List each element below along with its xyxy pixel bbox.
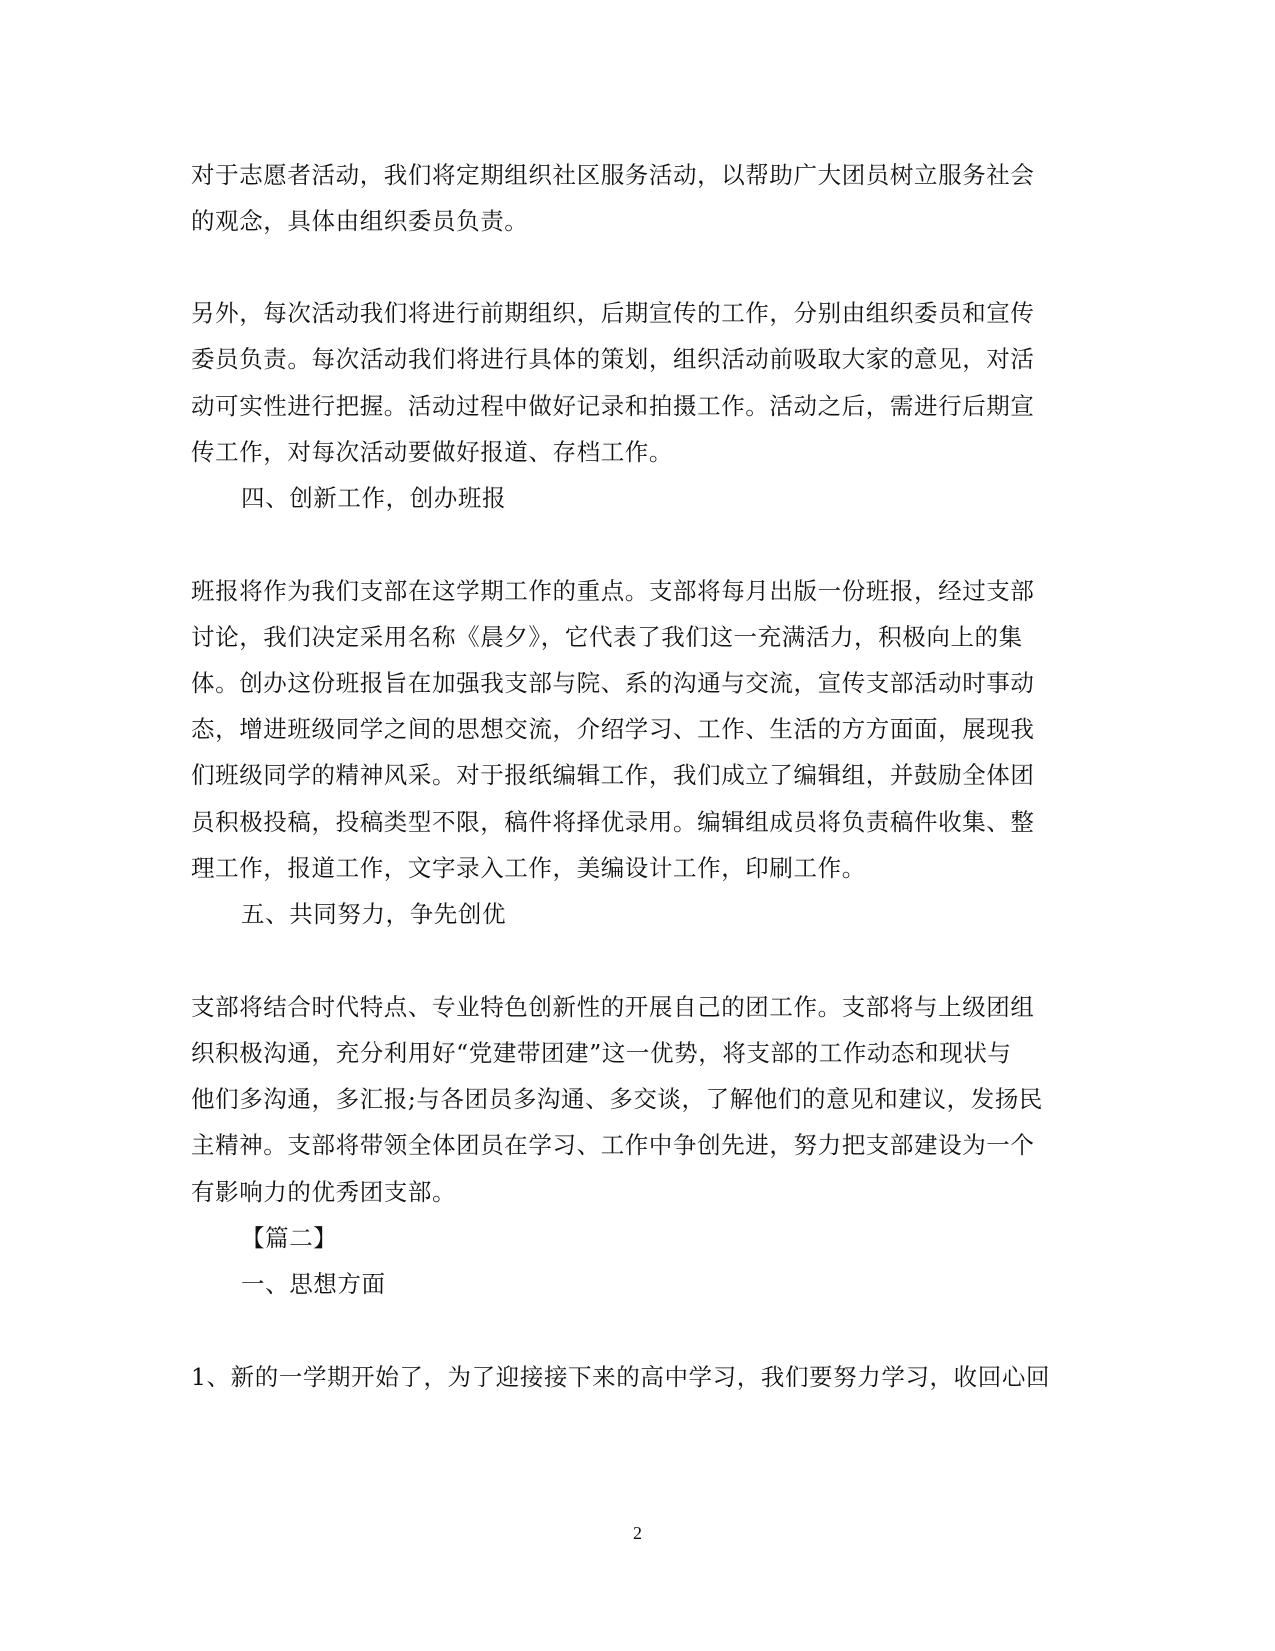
paragraph-line: 态，增进班级同学之间的思想交流，介绍学习、工作、生活的方方面面，展现我 [191,715,1035,743]
paragraph-line: 员积极投稿，投稿类型不限，稿件将择优录用。编辑组成员将负责稿件收集、整 [191,808,1035,836]
paragraph-line: 1、新的一学期开始了，为了迎接接下来的高中学习，我们要努力学习，收回心回 [191,1363,1051,1391]
paragraph-line: 对于志愿者活动，我们将定期组织社区服务活动，以帮助广大团员树立服务社会 [191,161,1035,189]
page-number: 2 [633,1523,642,1543]
paragraph-line: 他们多沟通，多汇报;与各团员多沟通、多交谈，了解他们的意见和建议，发扬民 [191,1085,1044,1113]
section-heading: 四、创新工作，创办班报 [241,484,507,512]
paragraph-line: 委员负责。每次活动我们将进行具体的策划，组织活动前吸取大家的意见，对活 [191,345,1035,373]
paragraph-line: 理工作，报道工作，文字录入工作，美编设计工作，印刷工作。 [191,854,866,882]
paragraph-line: 们班级同学的精神风采。对于报纸编辑工作，我们成立了编辑组，并鼓励全体团 [191,761,1035,789]
paragraph-line: 支部将结合时代特点、专业特色创新性的开展自己的团工作。支部将与上级团组 [191,993,1035,1021]
paragraph-line: 的观念，具体由组织委员负责。 [191,207,529,235]
paragraph-line: 班报将作为我们支部在这学期工作的重点。支部将每月出版一份班报，经过支部 [191,577,1035,605]
paragraph-line: 讨论，我们决定采用名称《晨夕》，它代表了我们这一充满活力，积极向上的集 [191,623,1023,651]
paragraph-line: 体。创办这份班报旨在加强我支部与院、系的沟通与交流，宣传支部活动时事动 [191,669,1035,697]
section-heading: 五、共同努力，争先创优 [241,900,507,928]
section-heading: 【篇二】 [241,1224,338,1252]
paragraph-line: 有影响力的优秀团支部。 [191,1178,457,1206]
section-heading: 一、思想方面 [241,1270,386,1298]
paragraph-line: 动可实性进行把握。活动过程中做好记录和拍摄工作。活动之后，需进行后期宣 [191,392,1035,420]
paragraph-line: 主精神。支部将带领全体团员在学习、工作中争创先进，努力把支部建设为一个 [191,1131,1035,1159]
paragraph-line: 织积极沟通，充分利用好“党建带团建”这一优势，将支部的工作动态和现状与 [191,1039,1012,1067]
paragraph-line: 另外，每次活动我们将进行前期组织，后期宣传的工作，分别由组织委员和宣传 [191,299,1035,327]
paragraph-line: 传工作，对每次活动要做好报道、存档工作。 [191,438,673,466]
